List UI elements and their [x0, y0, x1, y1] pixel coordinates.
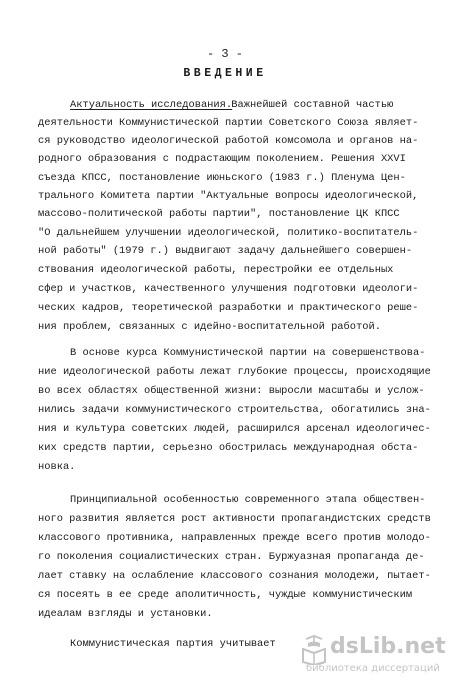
section-heading: ВВЕДЕНИЕ: [183, 67, 267, 80]
text-line-19: ких средств партии, серьезно обострилась международная обста-: [38, 442, 419, 454]
text-line-20: новка.: [38, 461, 76, 473]
text-line-7: массово-политической работы партии", постановление ЦК КПСС: [38, 208, 400, 220]
text-line-22: ного развития является рост активности пропагандистских средств: [38, 513, 431, 525]
page-number: - 3 -: [206, 47, 243, 61]
text-line-11: сфер и участков, качественного улучшения подготовки идеологи-: [38, 283, 419, 295]
text-line-12: ческих кадров, теоретической разработки и практического реше-: [38, 302, 419, 314]
dslib-watermark[interactable]: [300, 634, 446, 678]
text-line-9: ной работы" (1979 г.) выдвигают задачу дальнейшего совершен-: [38, 245, 413, 257]
text-line-23: классового противника, направленных прежде всего против молодо-: [38, 532, 431, 544]
text-line-3: ся руководство идеологической работой комсомола и органов на-: [38, 135, 419, 147]
text-line-1b: Важнейшей составной частью: [225, 99, 394, 111]
text-line-14: В основе курса Коммунистической партии на совершенствова-: [70, 347, 426, 359]
text-line-6: трального Комитета партии "Актуальные вопросы идеологической,: [38, 190, 419, 202]
text-line-25: лает ставку на ослабление классового сознания молодежи, пытает-: [38, 570, 431, 582]
text-line-13: ния проблем, связанных с идейно-воспитательной работой.: [38, 321, 381, 333]
text-line-28: Коммунистическая партия учитывает: [70, 638, 276, 650]
text-line-5: съезда КПСС, постановление июньского (1983 г.) Пленума Цен-: [38, 172, 406, 184]
text-line-15: ние идеологической работы лежат глубокие процессы, происходящие: [38, 366, 431, 378]
text-line-2: деятельности Коммунистической партии Советского Союза являет-: [38, 117, 419, 129]
text-line-8: "О дальнейшем улучшении идеологической, политико-воспитатель-: [38, 227, 419, 239]
text-line-16: во всех областях общественной жизни: выросли масштабы и услож-: [38, 385, 425, 397]
text-line-1a: Актуальность исследования.: [70, 99, 233, 111]
text-line-21: Принципиальной особенностью современного этапа обществен-: [70, 494, 426, 506]
text-line-17: нились задачи коммунистического строительства, обогатились зна-: [38, 404, 431, 416]
text-line-4: родного образования с подрастающим поколением. Решения XXVI: [38, 153, 406, 165]
watermark-subtitle: библиотека диссертаций: [306, 663, 440, 674]
text-line-26: ся посеять в ее среде аполитичность, чуждые коммунистическим: [38, 589, 413, 601]
text-line-18: ния и культура советских людей, расширился арсенал идеологичес-: [38, 423, 431, 435]
text-line-24: го поколения социалистических стран. Буржуазная пропаганда де-: [38, 551, 425, 563]
watermark-title: dsLib.net: [330, 634, 446, 659]
book-lamp-icon: [300, 635, 328, 665]
text-line-27: идеалам взгляды и установки.: [38, 608, 213, 620]
text-line-10: ствования идеологической работы, перестройки ее отдельных: [38, 264, 394, 276]
